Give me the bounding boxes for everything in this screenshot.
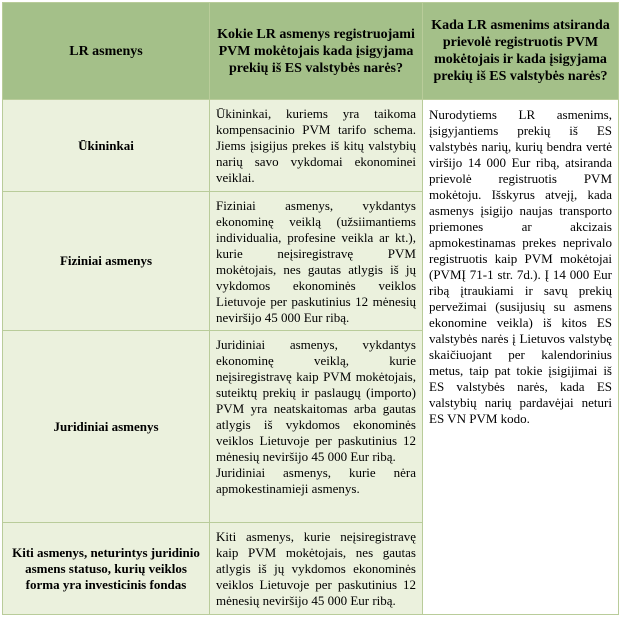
header-who-registered: Kokie LR asmenys registruojami PVM mokėtojais kada įsigyjama prekių iš ES valstybės narės?	[210, 3, 423, 100]
header-when-obligation: Kada LR asmenims atsiranda prievolė registruotis PVM mokėtojais ir kada įsigyjama prekių iš ES valstybės narės?	[423, 3, 619, 100]
row-name-other-persons: Kiti asmenys, neturintys juridinio asmens statuso, kurių veiklos forma yra investicinis fondas	[3, 523, 210, 615]
row-description-legal-persons	[210, 331, 423, 523]
vat-registration-table	[2, 2, 619, 615]
description-text: Fiziniai asmenys, vykdantys ekonominę veiklą (užsiimantiems individualia, profesine veikla ar kt.), kurie neįsiregistravę PVM mokėtojais, nes gautas atlygis iš jų vykdomos ekonominės veiklos Lietuvoje per paskutinius 12 mėnesių neviršijo 45 000 Eur ribą.	[216, 198, 416, 325]
obligation-cell	[423, 100, 619, 615]
row-description-natural-persons	[210, 192, 423, 331]
header-row	[3, 3, 619, 100]
row-description-farmers	[210, 100, 423, 192]
description-text: Juridiniai asmenys, kurie nėra apmokestinamieji asmenys.	[216, 465, 416, 496]
obligation-text: Nurodytiems LR asmenims, įsigyjantiems prekių iš ES valstybės narių, kurių bendra vertė viršijo 14 000 Eur ribą, atsiranda prievolė registruotis PVM mokėtoju. Išskyrus atvejį, kada asmenys įsigijo naujas transporto priemones ar akcizais apmokestinamas prekes neprivalo registruotis kaip PVM mokėtojai (PVMĮ 71-1 str. 7d.). Į 14 000 Eur ribą įtraukiami ir savų prekių pervežimai (susijusių su asmens ekonomine veikla) iš kitos ES valstybės narės į Lietuvos valstybę skaičiuojant per kalendorinius metus, taip pat tokie įsigijimai iš ES valstybės narės, kada ES valstybių narių pardavėjai neturi ES VN PVM kodo.	[429, 107, 612, 426]
row-name-natural-persons: Fiziniai asmenys	[3, 192, 210, 331]
description-text: Ūkininkai, kuriems yra taikoma kompensacinio PVM tarifo schema. Jiems įsigijus prekes iš kitų valstybių narių savo vykdomai ekonominei veiklai.	[216, 106, 416, 185]
table-row-farmers	[3, 100, 619, 192]
document-page	[2, 2, 619, 615]
row-name-legal-persons: Juridiniai asmenys	[3, 331, 210, 523]
row-name-farmers: Ūkininkai	[3, 100, 210, 192]
description-text: Kiti asmenys, kurie neįsiregistravę kaip PVM mokėtojais, nes gautas atlygis iš jų vykdomos ekonominės veiklos Lietuvoje per paskutinius 12 mėnesių neviršijo 45 000 Eur ribą.	[216, 529, 416, 608]
header-lr-persons: LR asmenys	[3, 3, 210, 100]
description-text: Juridiniai asmenys, vykdantys ekonominę veiklą, kurie neįsiregistravę kaip PVM mokėtojais, suteiktų prekių ir paslaugų (importo) PVM yra neatskaitomas arba gautas atlygis iš vykdomos ekonominės veiklos Lietuvoje per paskutinius 12 mėnesių neviršijo 45 000 Eur ribą.	[216, 337, 416, 464]
row-description-other-persons	[210, 523, 423, 615]
